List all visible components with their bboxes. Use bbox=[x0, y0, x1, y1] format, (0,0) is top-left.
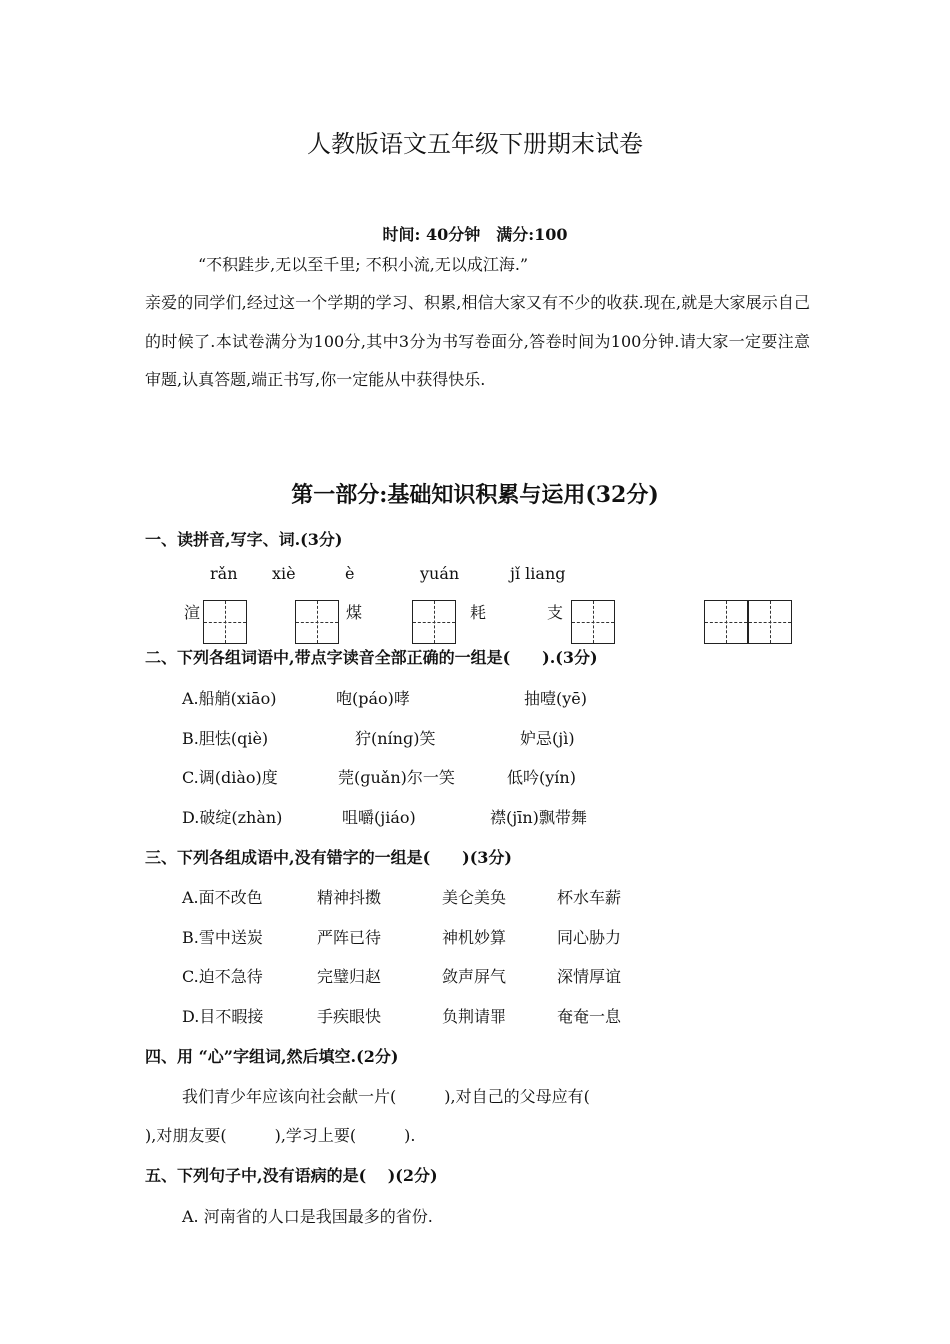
pinyin: xiè bbox=[272, 564, 296, 583]
q4-line: 我们青少年应该向社会献一片( ),对自己的父母应有( bbox=[182, 1087, 590, 1106]
part-one-heading: 第一部分:基础知识积累与运用(32分) bbox=[291, 482, 659, 508]
writing-grid[interactable] bbox=[571, 600, 615, 644]
q3-option: 敛声屏气 bbox=[442, 967, 507, 986]
given-char: 渲 bbox=[184, 603, 201, 622]
given-char: 耗 bbox=[470, 603, 487, 622]
q3-option: 美仑美奂 bbox=[442, 888, 507, 907]
q4-heading: 四、用 “心”字组词,然后填空.(2分) bbox=[145, 1047, 399, 1066]
q5-option: A. 河南省的人口是我国最多的省份. bbox=[182, 1207, 433, 1226]
q3-option: 神机妙算 bbox=[442, 928, 507, 947]
q3-option: B.雪中送炭 bbox=[182, 928, 263, 947]
writing-grid[interactable] bbox=[704, 600, 748, 644]
q3-heading: 三、下列各组成语中,没有错字的一组是( )(3分) bbox=[145, 848, 512, 867]
q3-option: C.迫不急待 bbox=[182, 967, 263, 986]
writing-grid[interactable] bbox=[412, 600, 456, 644]
writing-grid[interactable] bbox=[295, 600, 339, 644]
writing-grid[interactable] bbox=[203, 600, 247, 644]
q2-option: 妒忌(jì) bbox=[520, 729, 575, 748]
q5-heading: 五、下列句子中,没有语病的是( )(2分) bbox=[145, 1166, 438, 1185]
q3-option: D.目不暇接 bbox=[182, 1007, 264, 1026]
pinyin: è bbox=[345, 564, 355, 583]
q3-option: 奄奄一息 bbox=[557, 1007, 622, 1026]
writing-grid[interactable] bbox=[748, 600, 792, 644]
pinyin: yuán bbox=[420, 564, 460, 583]
q2-option: C.调(diào)度 bbox=[182, 768, 278, 787]
q4-line: ),对朋友要( ),学习上要( ). bbox=[145, 1126, 416, 1145]
q2-option: 狞(nínɡ)笑 bbox=[355, 729, 436, 748]
q3-option: 同心胁力 bbox=[557, 928, 622, 947]
q2-option: 咆(páo)哮 bbox=[336, 689, 410, 708]
q3-option: 负荆请罪 bbox=[442, 1007, 507, 1026]
q2-option: 襟(jīn)飘带舞 bbox=[490, 808, 587, 827]
given-char: 支 bbox=[547, 603, 564, 622]
q2-option: D.破绽(zhàn) bbox=[182, 808, 283, 827]
q2-option: 莞(ɡuǎn)尔一笑 bbox=[338, 768, 455, 787]
q3-option: 完璧归赵 bbox=[317, 967, 382, 986]
pinyin: rǎn bbox=[210, 564, 238, 583]
q2-option: 低吟(yín) bbox=[507, 768, 576, 787]
given-char: 煤 bbox=[346, 603, 363, 622]
q2-heading: 二、下列各组词语中,带点字读音全部正确的一组是( ).(3分) bbox=[145, 648, 598, 667]
intro-paragraph: 亲爱的同学们,经过这一个学期的学习、积累,相信大家又有不少的收获.现在,就是大家展示自己的时候了.本试卷满分为100分,其中3分为书写卷面分,答卷时间为100分钟.请大家一定要注意审题,认真答题,端正书写,你一定能从中获得快乐. bbox=[145, 293, 810, 389]
exam-meta: 时间: 40分钟 满分:100 bbox=[382, 225, 568, 244]
q3-option: A.面不改色 bbox=[182, 888, 263, 907]
q2-option: 抽噎(yē) bbox=[524, 689, 587, 708]
page-title: 人教版语文五年级下册期末试卷 bbox=[307, 130, 643, 158]
quote: “不积跬步,无以至千里; 不积小流,无以成江海.” bbox=[198, 255, 529, 274]
q1-heading: 一、读拼音,写字、词.(3分) bbox=[145, 530, 343, 549]
q3-option: 严阵已待 bbox=[317, 928, 382, 947]
q3-option: 深情厚谊 bbox=[557, 967, 622, 986]
q2-option: A.船艄(xiāo) bbox=[182, 689, 277, 708]
q3-option: 精神抖擞 bbox=[317, 888, 382, 907]
q2-option: B.胆怯(qiè) bbox=[182, 729, 269, 748]
q3-option: 杯水车薪 bbox=[557, 888, 622, 907]
pinyin: jǐ liang bbox=[510, 564, 566, 583]
q2-option: 咀嚼(jiáo) bbox=[342, 808, 416, 827]
q3-option: 手疾眼快 bbox=[317, 1007, 382, 1026]
